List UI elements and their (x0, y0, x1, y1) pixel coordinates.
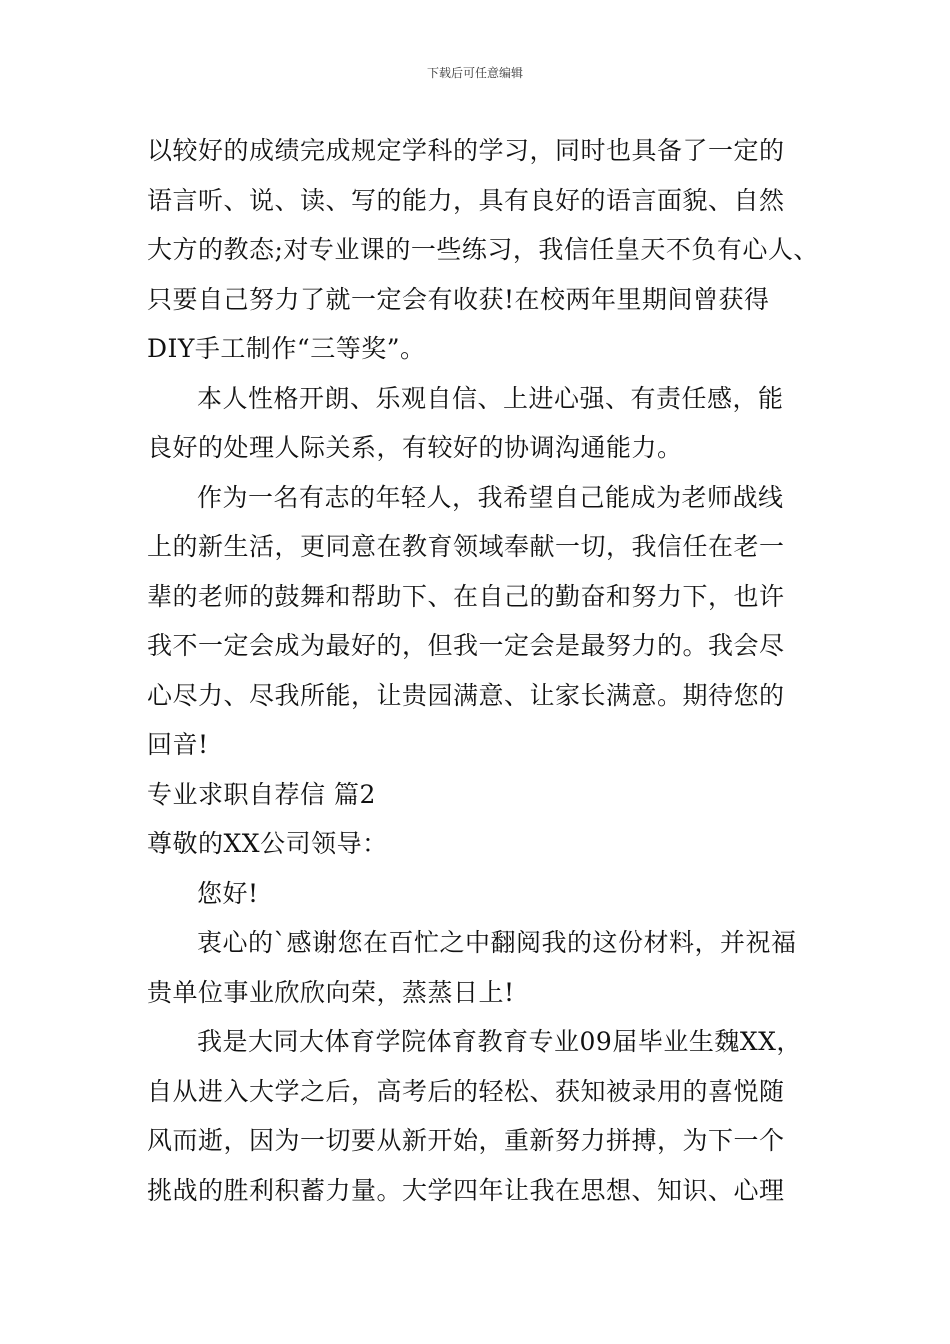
text-line: 本人性格开朗、乐观自信、上进心强、有责任感，能 (197, 383, 784, 413)
text-line: 只要自己努力了就一定会有收获!在校两年里期间曾获得 (147, 284, 770, 314)
text-line: 自从进入大学之后，高考后的轻松、获知被录用的喜悦随 (147, 1076, 785, 1106)
text-line: 心尽力、尽我所能，让贵园满意、让家长满意。期待您的 (147, 680, 785, 710)
text-line: 风而逝，因为一切要从新开始，重新努力拼搏，为下一个 (147, 1126, 785, 1155)
text-line: 尊敬的XX公司领导： (147, 829, 388, 858)
text-line: 贵单位事业欣欣向荣，蒸蒸日上! (147, 977, 515, 1007)
text-line: 大方的教态;对专业课的一些练习，我信任皇天不负有心人、 (147, 235, 819, 264)
text-line: 上的新生活，更同意在教育领域奉献一切，我信任在老一 (147, 532, 785, 561)
text-line: 语言听、说、读、写的能力，具有良好的语言面貌、自然 (147, 185, 785, 215)
text-line: 专业求职自荐信 篇2 (147, 779, 376, 809)
document-body (147, 126, 827, 1215)
page-header: 下载后可任意编辑 (426, 66, 523, 80)
text-line: 良好的处理人际关系，有较好的协调沟通能力。 (147, 433, 683, 462)
text-line: 以较好的成绩完成规定学科的学习，同时也具备了一定的 (147, 136, 785, 165)
text-line: 您好! (197, 878, 259, 908)
text-line: 作为一名有志的年轻人，我希望自己能成为老师战线 (197, 482, 784, 512)
text-line: 衷心的`感谢您在百忙之中翻阅我的这份材料，并祝福 (197, 928, 797, 957)
text-line: 挑战的胜利积蓄力量。大学四年让我在思想、知识、心理 (147, 1175, 785, 1205)
text-line: 回音! (147, 730, 209, 759)
text-line: 辈的老师的鼓舞和帮助下、在自己的勤奋和努力下，也许 (147, 581, 785, 611)
text-line: DIY手工制作“三等奖”。 (147, 334, 426, 363)
text-line: 我是大同大体育学院体育教育专业09届毕业生魏XX， (197, 1027, 802, 1056)
text-line: 我不一定会成为最好的，但我一定会是最努力的。我会尽 (147, 631, 785, 660)
